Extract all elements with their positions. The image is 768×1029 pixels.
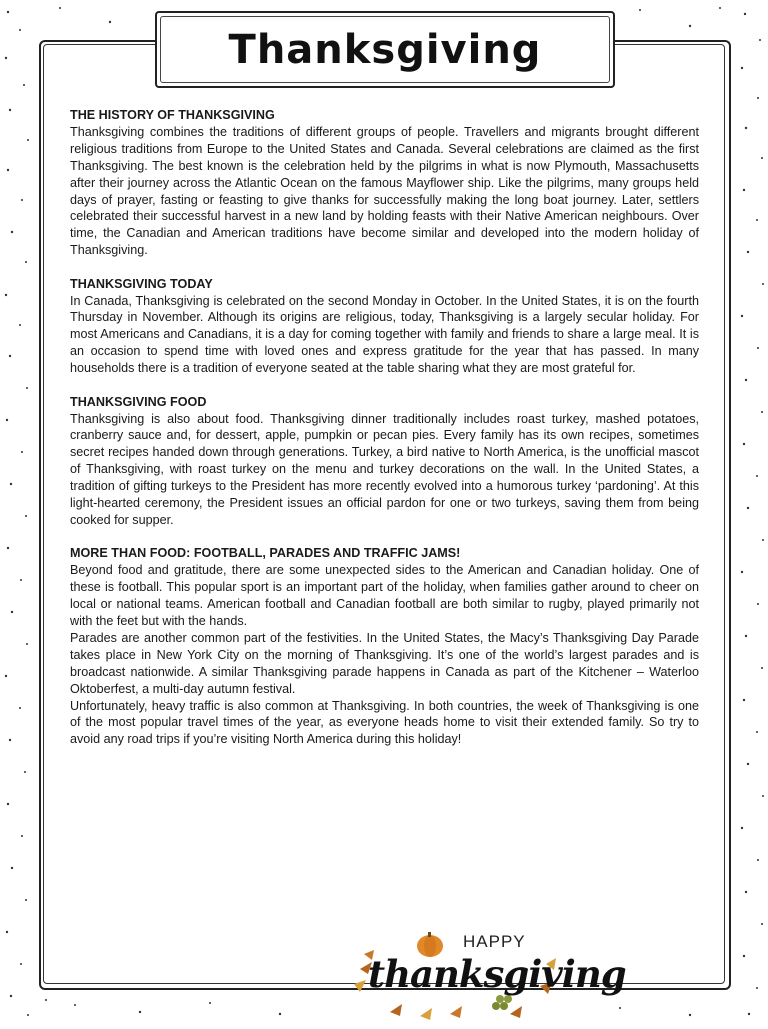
section-heading: THANKSGIVING FOOD [70,394,207,409]
section-paragraph: Unfortunately, heavy traffic is also common at Thanksgiving. In both countries, the week of Thanksgiving is one of the most popular travel times of the year, as everyone heads home to visit their extended family. So try to avoid any road trips if you’re visiting North America during this holiday! [70,698,699,747]
section-food [70,394,699,529]
section-heading: THANKSGIVING TODAY [70,276,213,291]
article-body [70,107,699,765]
section-paragraph: Beyond food and gratitude, there are some unexpected sides to the American and Canadian holiday. One of these is football. This popular sport is an important part of the holiday, when families gather around to cheer on local or national teams. American football and Canadian football are both similar to rugby, played primarily not with the feet but with the hands. [70,563,699,628]
section-paragraph: Thanksgiving combines the traditions of different groups of people. Travellers and migrants brought different religious traditions from Europe to the United States and Canada. Several celebrations are claimed as the first Thanksgiving. The best known is the celebration held by the pilgrims in what is now Plymouth, Massachusetts after their journey across the Atlantic Ocean on the famous Mayflower ship. Like the pilgrims, many groups held days of prayer, fasting or feasting to give thanks for successfully making the long boat journey. Later, settlers celebrated their successful harvest in a new land by holding feasts with their Native American neighbours. Over time, the Canadian and American traditions have become similar and developed into the modern holiday of Thanksgiving. [70,124,699,258]
section-heading: THE HISTORY OF THANKSGIVING [70,108,275,122]
page-title: Thanksgiving [228,26,542,73]
section-history [70,107,699,259]
section-paragraph: Parades are another common part of the festivities. In the United States, the Macy’s Thanksgiving Day Parade takes place in New York City on the morning of Thanksgiving. It’s one of the world’s largest parades and is broadcast nationwide. A similar Thanksgiving parade happens in Canada as part of the Kitchener – Waterloo Oktoberfest, a multi-day autumn festival. [70,630,699,696]
section-paragraph: In Canada, Thanksgiving is celebrated on the second Monday in October. In the United States, it is on the fourth Thursday in November. Although its origins are religious, today, Thanksgiving is a largely secular holiday. For most Americans and Canadians, it is a day for coming together with family and friends to share a large meal. It is an occasion to spend time with loved ones and express gratitude for the year that has passed. In many households there is a tradition of everyone seated at the table sharing what they are most grateful for. [70,293,699,376]
title-box [155,11,615,88]
section-today [70,276,699,377]
happy-thanksgiving-logo [350,924,626,1024]
section-paragraph: Thanksgiving is also about food. Thanksgiving dinner traditionally includes roast turkey, mashed potatoes, cranberry sauce and, for dessert, apple, pumpkin or pecan pies. Every family has its own recipes, sometimes secret recipes handed down through generations. Turkey, a bird native to North America, is the unofficial mascot of Thanksgiving, with roast turkey on the menu and turkey decorations on the wall. In the United States, a tradition of gifting turkeys to the President has more recently evolved into a humorous turkey ‘pardoning’. At this light-hearted ceremony, the President issues an official pardon for one or two turkeys, saving them from being cooked for supper. [70,411,699,527]
section-heading: MORE THAN FOOD: FOOTBALL, PARADES AND TRAFFIC JAMS! [70,546,461,561]
section-more-than-food [70,545,699,748]
logo-happy-text: HAPPY [463,932,526,951]
logo-thanksgiving-text: thanksgiving [368,952,626,996]
